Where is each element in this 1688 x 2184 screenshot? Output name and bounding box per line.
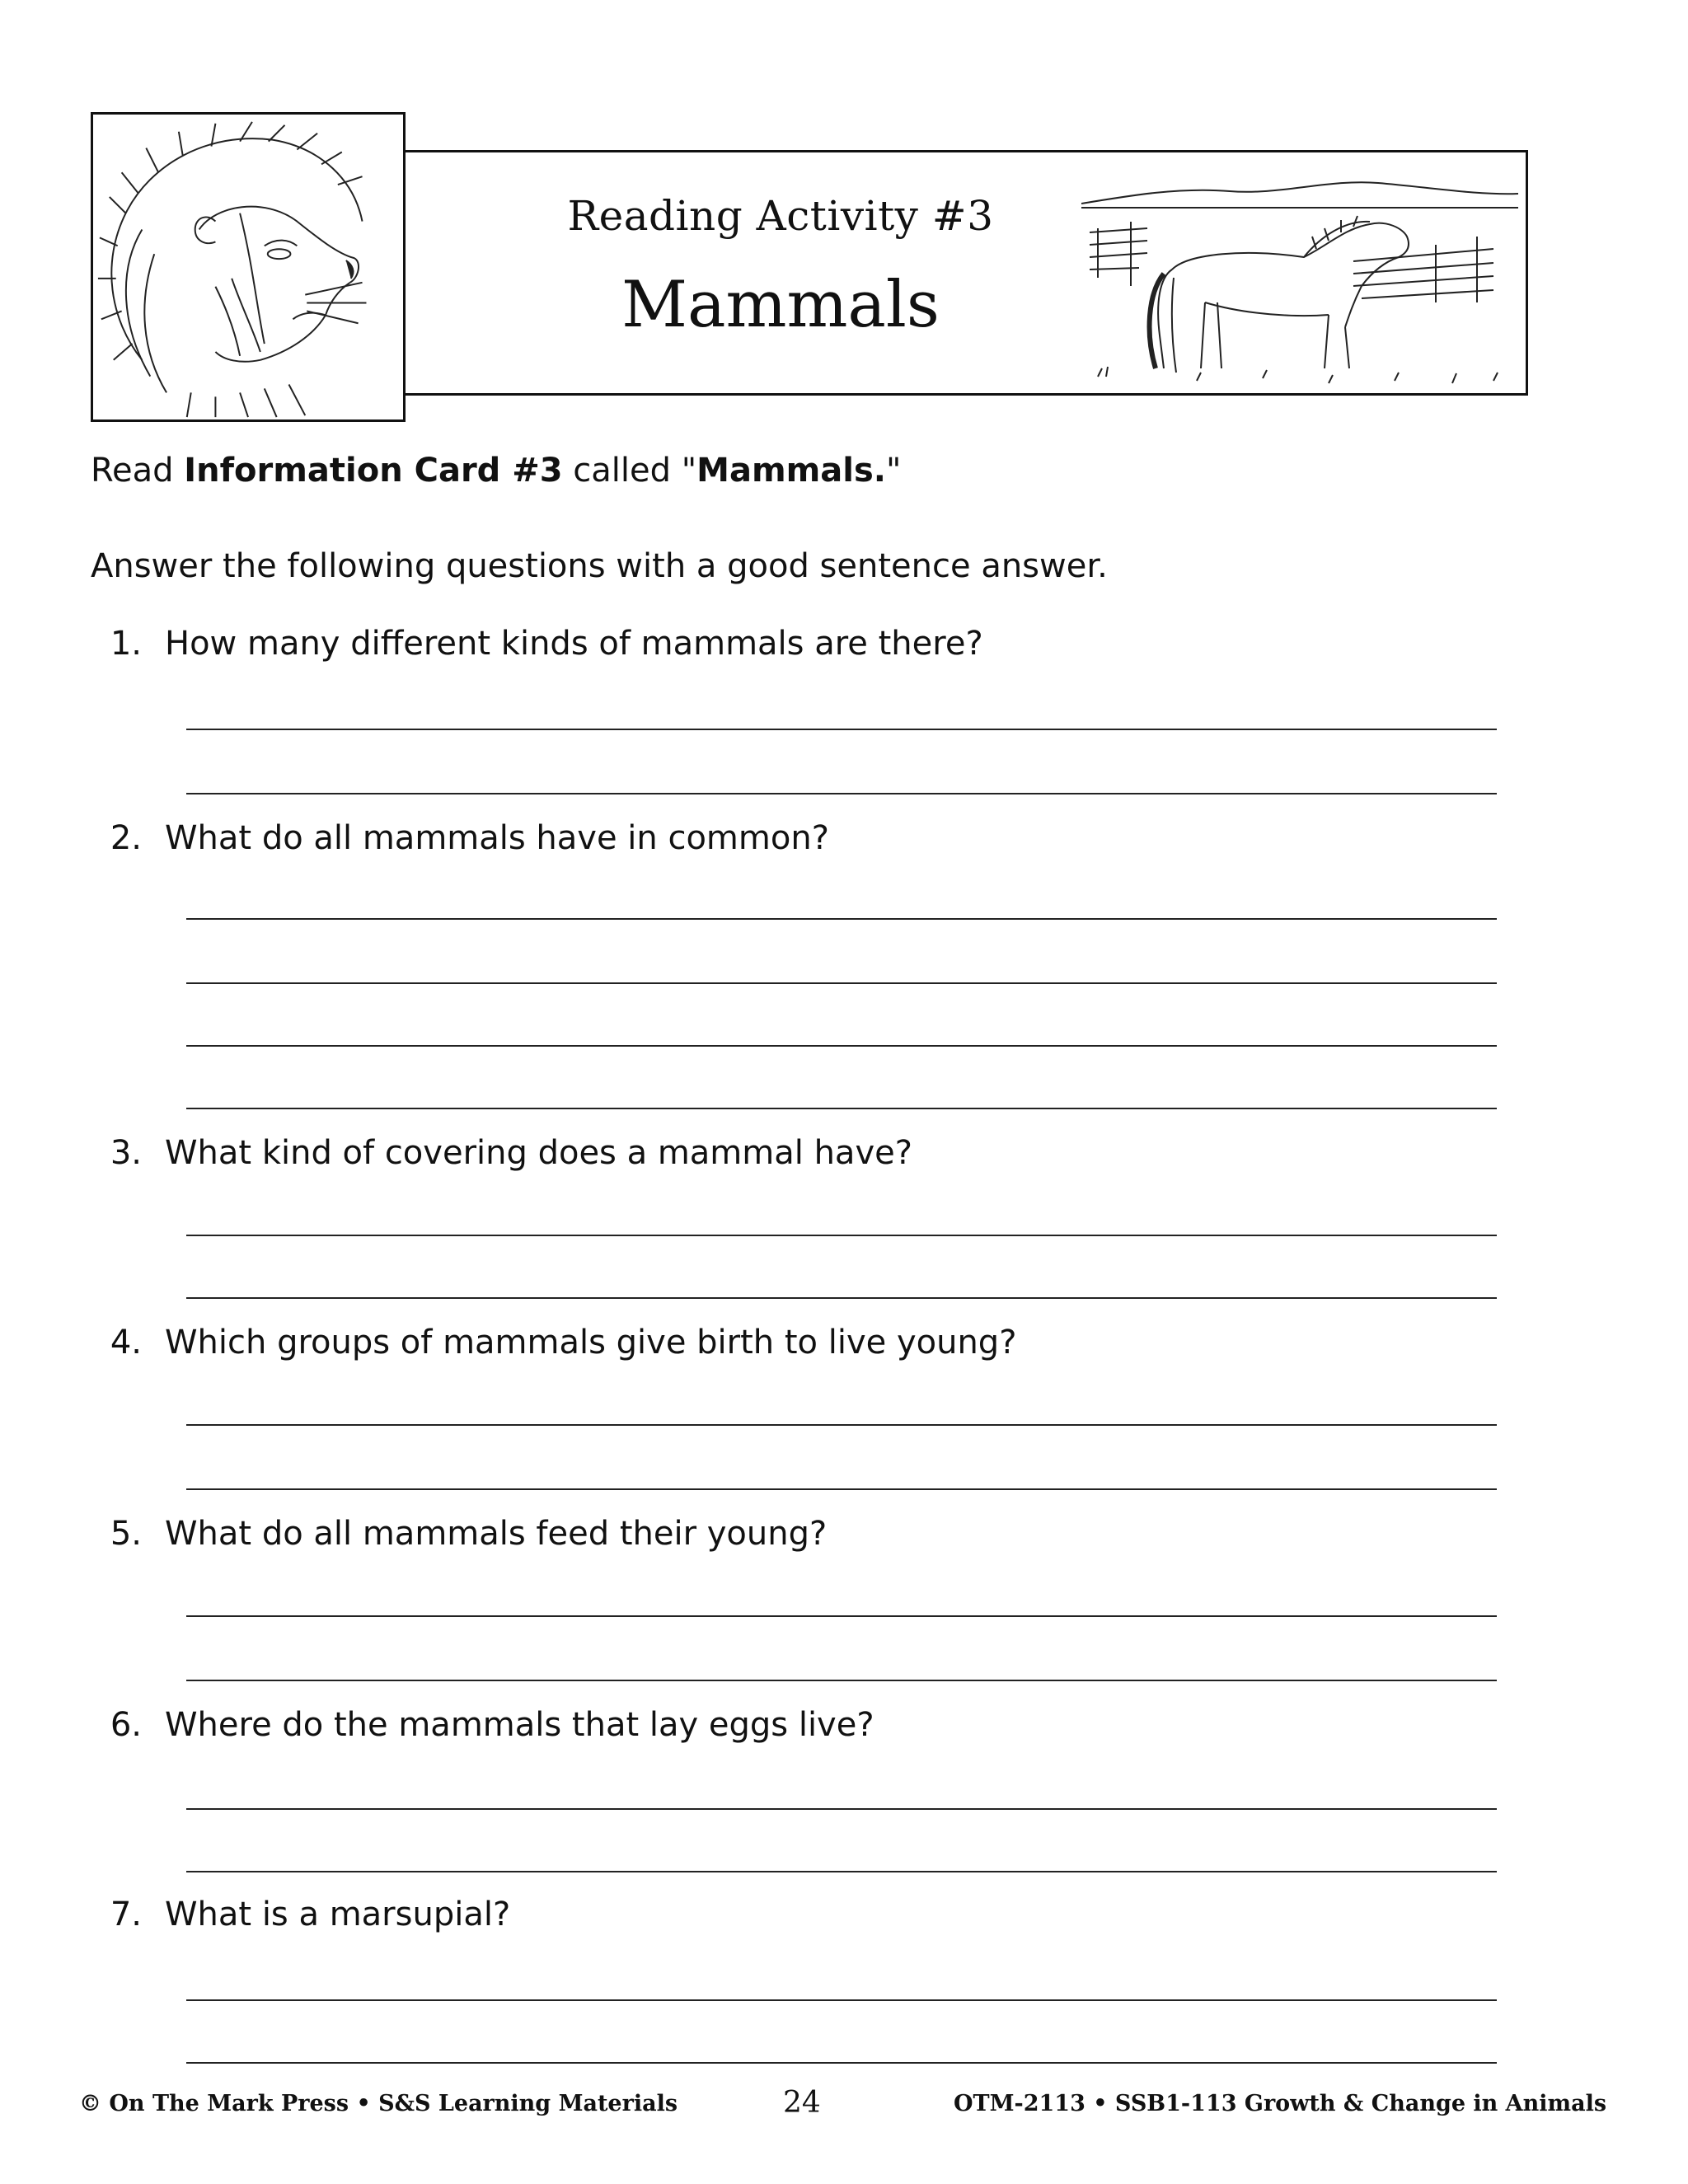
answer-line[interactable] [186,982,1497,984]
page-title: Mammals [621,268,940,342]
answer-line[interactable] [186,1297,1497,1299]
answer-line[interactable] [186,1045,1497,1047]
question-text: What do all mammals feed their young? [165,1515,828,1553]
question-number: 4. [110,1324,142,1361]
question-text: What kind of covering does a mammal have? [165,1134,912,1172]
answer-line[interactable] [186,729,1497,730]
answer-line[interactable] [186,1808,1497,1810]
answer-line[interactable] [186,793,1497,794]
answer-line[interactable] [186,2062,1497,2064]
answer-line[interactable] [186,1680,1497,1681]
question-number: 2. [110,819,142,857]
answer-line[interactable] [186,1235,1497,1236]
answer-line[interactable] [186,1424,1497,1426]
answer-line[interactable] [186,1615,1497,1617]
page-number: 24 [783,2086,821,2120]
question-text: What is a marsupial? [165,1896,511,1933]
read-suffix: " [886,452,902,490]
answer-line[interactable] [186,1871,1497,1872]
read-middle: called " [562,452,697,490]
footer-publisher: © On The Mark Press • S&S Learning Materials [79,2091,678,2116]
answer-instruction: Answer the following questions with a good sentence answer. [91,547,1108,585]
question-text: Where do the mammals that lay eggs live? [165,1706,874,1744]
question-number: 1. [110,625,142,663]
question-number: 3. [110,1134,142,1172]
question-number: 6. [110,1706,142,1744]
footer-product-code: OTM-2113 • SSB1-113 Growth & Change in Animals [954,2091,1607,2116]
read-name: Mammals. [696,452,887,490]
read-instruction [91,452,901,490]
answer-line[interactable] [186,1108,1497,1109]
question-number: 5. [110,1515,142,1553]
read-prefix: Read [91,452,185,490]
lion-drawing [93,115,403,419]
title-banner [406,150,1528,396]
read-card: Information Card #3 [184,452,563,490]
question-text: Which groups of mammals give birth to live young? [165,1324,1017,1361]
horse-drawing [1081,171,1518,387]
question-text: How many different kinds of mammals are there? [165,625,983,663]
question-number: 7. [110,1896,142,1933]
answer-line[interactable] [186,1488,1497,1490]
answer-line[interactable] [186,1999,1497,2001]
lion-illustration [91,112,406,422]
activity-subtitle: Reading Activity #3 [567,192,994,240]
answer-line[interactable] [186,918,1497,920]
horse-illustration [1081,171,1518,387]
question-text: What do all mammals have in common? [165,819,829,857]
